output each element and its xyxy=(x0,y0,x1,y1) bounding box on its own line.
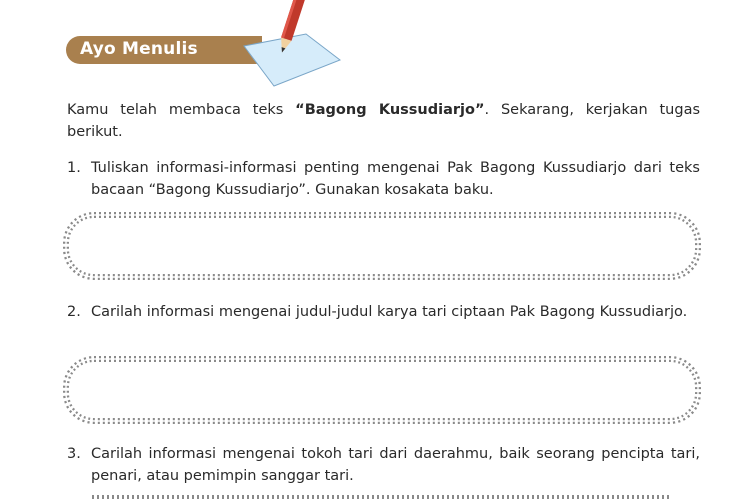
answer-box-1[interactable] xyxy=(62,211,702,281)
intro-text-start: Kamu telah membaca teks xyxy=(67,102,296,118)
task-number-2: 2. xyxy=(67,304,81,320)
pencil-paper-icon xyxy=(226,0,350,100)
answer-box-2[interactable] xyxy=(62,355,702,425)
task-number-3: 3. xyxy=(67,446,81,462)
task-text-3: Carilah informasi mengenai tokoh tari dari daerahmu, baik seorang pencipta tari, penari, atau pemimpin sanggar tari. xyxy=(91,446,700,484)
task-text-1: Tuliskan informasi-informasi penting mengenai Pak Bagong Kussudiarjo dari teks bacaan “Bagong Kussudiarjo”. Gunakan kosakata baku. xyxy=(91,160,700,198)
intro-quoted-title: “Bagong Kussudiarjo” xyxy=(295,102,485,118)
task-number-1: 1. xyxy=(67,160,81,176)
answer-box-3[interactable] xyxy=(62,492,702,500)
section-title: Ayo Menulis xyxy=(80,39,198,59)
section-header xyxy=(66,36,262,64)
intro-text-end: . Sekarang, kerjakan tugas berikut. xyxy=(67,102,701,140)
task-text-2: Carilah informasi mengenai judul-judul karya tari ciptaan Pak Bagong Kussudiarjo. xyxy=(91,304,688,320)
intro-paragraph xyxy=(67,99,700,143)
